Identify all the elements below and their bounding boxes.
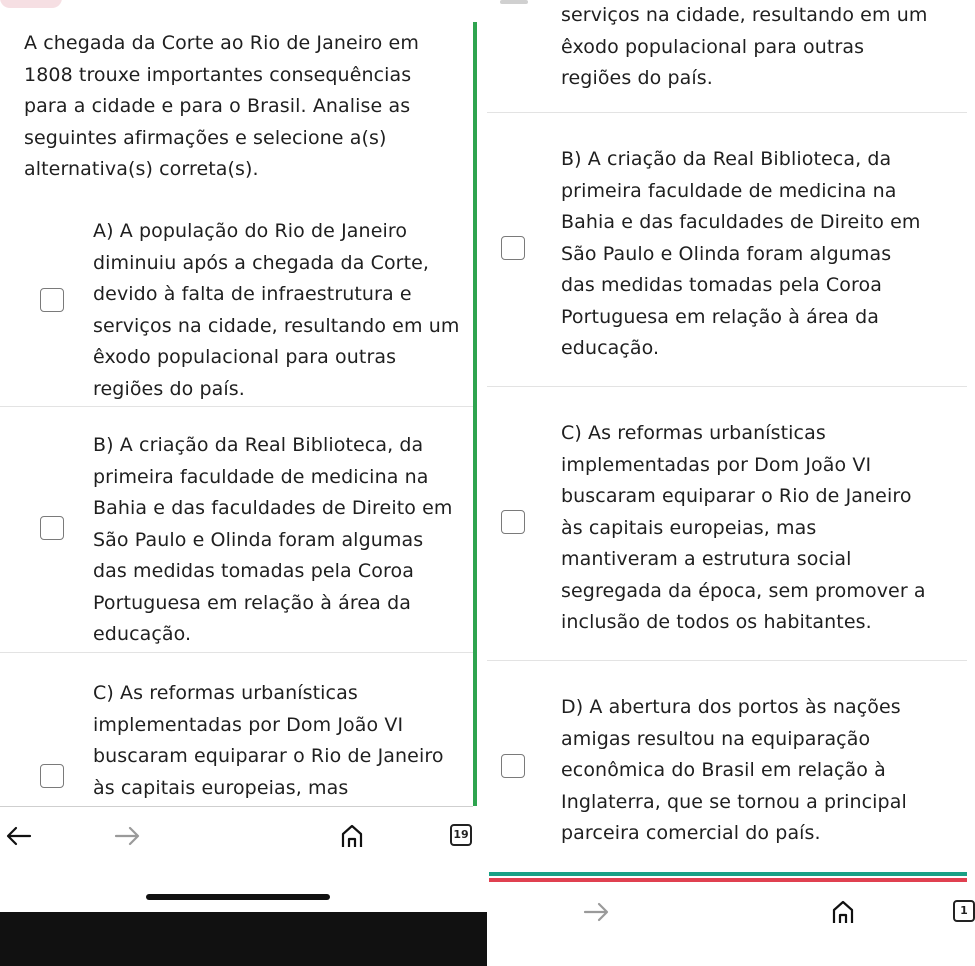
back-arrow-icon[interactable] <box>4 824 34 848</box>
option-line: Bahia e das faculdades de Direito em <box>561 211 921 233</box>
option-line: A) A população do Rio de Janeiro <box>93 220 408 242</box>
forward-arrow-icon[interactable] <box>581 900 611 924</box>
option-c[interactable] <box>487 400 967 660</box>
option-line: mantiveram a estrutura social <box>561 548 852 570</box>
option-line: educação. <box>561 337 660 359</box>
teal-progress-bar <box>489 872 967 876</box>
option-line: Portuguesa em relação à área da <box>561 305 879 328</box>
option-d-checkbox[interactable] <box>501 754 525 778</box>
option-c-text <box>93 678 444 804</box>
option-line: Bahia e das faculdades de Direito em <box>93 497 453 519</box>
option-line: regiões do país. <box>561 67 713 89</box>
option-line: diminuiu após a chegada da Corte, <box>93 251 430 274</box>
option-line: econômica do Brasil em relação à <box>561 759 886 781</box>
option-b-text <box>561 144 921 365</box>
option-separator <box>487 660 967 661</box>
option-b[interactable] <box>0 420 473 652</box>
home-indicator <box>146 894 330 900</box>
option-line: regiões do país. <box>93 377 245 400</box>
option-line: devido à falta de infraestrutura e <box>93 283 412 305</box>
browser-nav-bar <box>487 884 967 966</box>
option-line: B) A criação da Real Biblioteca, da <box>561 148 892 170</box>
option-a-text <box>93 216 459 405</box>
option-line: D) A abertura dos portos às nações <box>561 696 901 718</box>
option-separator <box>487 386 967 387</box>
option-line: serviços na cidade, resultando em um <box>561 4 928 26</box>
right-screenshot-panel <box>487 0 967 966</box>
option-line: educação. <box>93 623 192 645</box>
option-separator <box>0 806 473 807</box>
tabs-icon[interactable]: 19 <box>450 824 472 846</box>
option-line: êxodo populacional para outras <box>93 346 397 368</box>
question-line: alternativa(s) correta(s). <box>24 158 259 180</box>
home-icon[interactable] <box>338 822 366 850</box>
top-notch-decoration <box>500 0 528 4</box>
option-b-text <box>93 430 453 651</box>
option-c-checkbox[interactable] <box>501 510 525 534</box>
option-line: das medidas tomadas pela Coroa <box>561 274 882 296</box>
option-b-checkbox[interactable] <box>501 236 525 260</box>
option-line: das medidas tomadas pela Coroa <box>93 560 414 582</box>
question-line: para a cidade e para o Brasil. Analise as <box>24 95 411 117</box>
browser-nav-bar <box>0 808 487 912</box>
option-line: B) A criação da Real Biblioteca, da <box>93 434 424 456</box>
option-line: primeira faculdade de medicina na <box>93 465 429 488</box>
question-text <box>24 28 484 186</box>
question-line: seguintes afirmações e selecione a(s) <box>24 126 387 149</box>
option-separator <box>0 406 473 407</box>
option-line: C) As reformas urbanísticas <box>93 682 358 704</box>
option-line: Portuguesa em relação à área da <box>93 591 411 614</box>
bottom-black-bar <box>0 912 487 966</box>
option-a-tail-text <box>561 0 927 95</box>
red-progress-bar <box>489 878 967 882</box>
option-c[interactable] <box>0 666 473 806</box>
question-line: A chegada da Corte ao Rio de Janeiro em <box>24 32 419 54</box>
left-screenshot-panel <box>0 0 487 966</box>
option-line: São Paulo e Olinda foram algumas <box>93 528 424 551</box>
option-line: Inglaterra, que se tornou a principal <box>561 790 907 813</box>
option-line: amigas resultou na equiparação <box>561 727 871 750</box>
home-icon[interactable] <box>829 898 857 926</box>
option-d-text <box>561 692 907 850</box>
option-line: inclusão de todos os habitantes. <box>561 611 872 633</box>
forward-arrow-icon[interactable] <box>112 824 142 848</box>
option-line: parceira comercial do país. <box>561 822 821 844</box>
option-line: segregada da época, sem promover a <box>561 579 926 602</box>
option-c-checkbox[interactable] <box>40 764 64 788</box>
option-line: implementadas por Dom João VI <box>93 713 404 736</box>
option-a[interactable] <box>0 210 473 406</box>
option-line: São Paulo e Olinda foram algumas <box>561 242 892 265</box>
top-bubble-decoration <box>0 0 62 8</box>
option-line: C) As reformas urbanísticas <box>561 422 826 444</box>
option-b-checkbox[interactable] <box>40 516 64 540</box>
option-separator <box>0 652 473 653</box>
option-line: buscaram equiparar o Rio de Janeiro <box>93 745 444 767</box>
option-line: êxodo populacional para outras <box>561 35 865 58</box>
option-line: primeira faculdade de medicina na <box>561 179 897 202</box>
option-separator <box>487 112 967 113</box>
option-a-checkbox[interactable] <box>40 288 64 312</box>
option-line: implementadas por Dom João VI <box>561 453 872 476</box>
tabs-icon[interactable]: 1 <box>953 900 975 922</box>
option-line: às capitais europeias, mas <box>93 776 349 799</box>
option-d[interactable] <box>487 674 967 864</box>
option-c-text <box>561 418 926 639</box>
option-line: serviços na cidade, resultando em um <box>93 314 460 337</box>
option-line: buscaram equiparar o Rio de Janeiro <box>561 485 912 507</box>
option-line: às capitais europeias, mas <box>561 516 817 539</box>
question-line: 1808 trouxe importantes consequências <box>24 63 412 86</box>
option-b[interactable] <box>487 126 967 386</box>
